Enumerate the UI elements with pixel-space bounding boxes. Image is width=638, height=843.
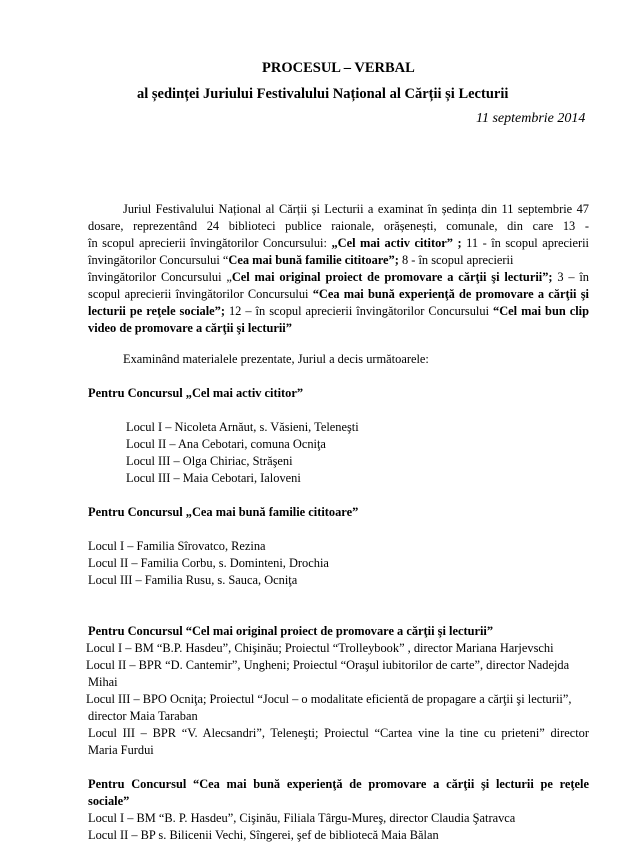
list-item: Locul II – BP s. Bilicenii Vechi, Sîngerei, şef de bibliotecă Maia Bălan (88, 828, 439, 842)
document-subtitle: al ședinței Juriului Festivalului Național al Cărții și Lecturii (137, 86, 509, 102)
list-item: Locul III – Maia Cebotari, Ialoveni (126, 471, 301, 485)
decision-text: Examinând materialele prezentate, Juriul a decis următoarele: (123, 352, 429, 366)
document-date: 11 septembrie 2014 (476, 111, 586, 126)
intro-line: în scopul aprecierii învingătorilor Concursului: „Cel mai activ cititor” ; 11 - în scopul aprecierii (88, 236, 589, 250)
intro-line: lecturii pe reţele sociale”; 12 – în scopul aprecierii învingătorilor Concursului “Cel mai bun clip (88, 304, 589, 318)
list-item: Mihai (88, 675, 118, 689)
intro-line: video de promovare a cărţii şi lecturii” (88, 321, 292, 335)
list-item: Locul III – BPO Ocniţa; Proiectul “Jocul – o modalitate eficientă de propagare a cărţii şi lecturii”, (86, 692, 572, 706)
intro-line: Juriul Festivalului Național al Cărții și Lecturii a examinat în ședința din 11 septembrie 47 (123, 202, 589, 216)
contest-heading: Pentru Concursul „Cel mai activ cititor” (88, 386, 304, 400)
intro-line: dosare, reprezentând 24 biblioteci publice raionale, orășenești, comunale, din care 13 - (88, 219, 589, 233)
list-item: director Maia Taraban (88, 709, 198, 723)
list-item: Locul II – Familia Corbu, s. Dominteni, Drochia (88, 556, 329, 570)
contest-heading-cont: sociale” (88, 794, 130, 808)
list-item: Locul I – Familia Sîrovatco, Rezina (88, 539, 266, 553)
list-item: Locul III – Familia Rusu, s. Sauca, Ocniţa (88, 573, 298, 587)
list-item: Locul I – Nicoleta Arnăut, s. Văsieni, Teleneşti (126, 420, 359, 434)
list-item: Locul II – Ana Cebotari, comuna Ocniţa (126, 437, 326, 451)
list-item: Locul III – Olga Chiriac, Străşeni (126, 454, 293, 468)
contest-heading: Pentru Concursul „Cea mai bună familie cititoare” (88, 505, 359, 519)
list-item: Locul III – BPR “V. Alecsandri”, Teleneşti; Proiectul “Cartea vine la tine cu prieteni” director (88, 726, 589, 740)
document-title: PROCESUL – VERBAL (262, 60, 415, 76)
contest-heading: Pentru Concursul “Cea mai bună experienţă de promovare a cărţii şi lecturii pe reţele (88, 777, 589, 791)
intro-line: învingătorilor Concursului “Cea mai bună familie cititoare”; 8 - în scopul aprecierii (88, 253, 514, 267)
list-item: Locul II – BPR “D. Cantemir”, Ungheni; Proiectul “Oraşul iubitorilor de carte”, director Nadejda (86, 658, 570, 672)
list-item: Maria Furdui (88, 743, 154, 757)
intro-line: scopul aprecierii învingătorilor Concursului “Cea mai bună experienţă de promovare a cărţii şi (88, 287, 589, 301)
contest-heading: Pentru Concursul “Cel mai original proiect de promovare a cărţii şi lecturii” (88, 624, 494, 638)
list-item: Locul I – BM “B. P. Hasdeu”, Cişinău, Filiala Târgu-Mureş, director Claudia Şatravca (88, 811, 516, 825)
list-item: Locul I – BM “B.P. Hasdeu”, Chişinău; Proiectul “Trolleybook” , director Mariana Harjevschi (86, 641, 554, 655)
intro-line: învingătorilor Concursului „Cel mai original proiect de promovare a cărţii şi lecturii”; 3 – în (88, 270, 590, 284)
